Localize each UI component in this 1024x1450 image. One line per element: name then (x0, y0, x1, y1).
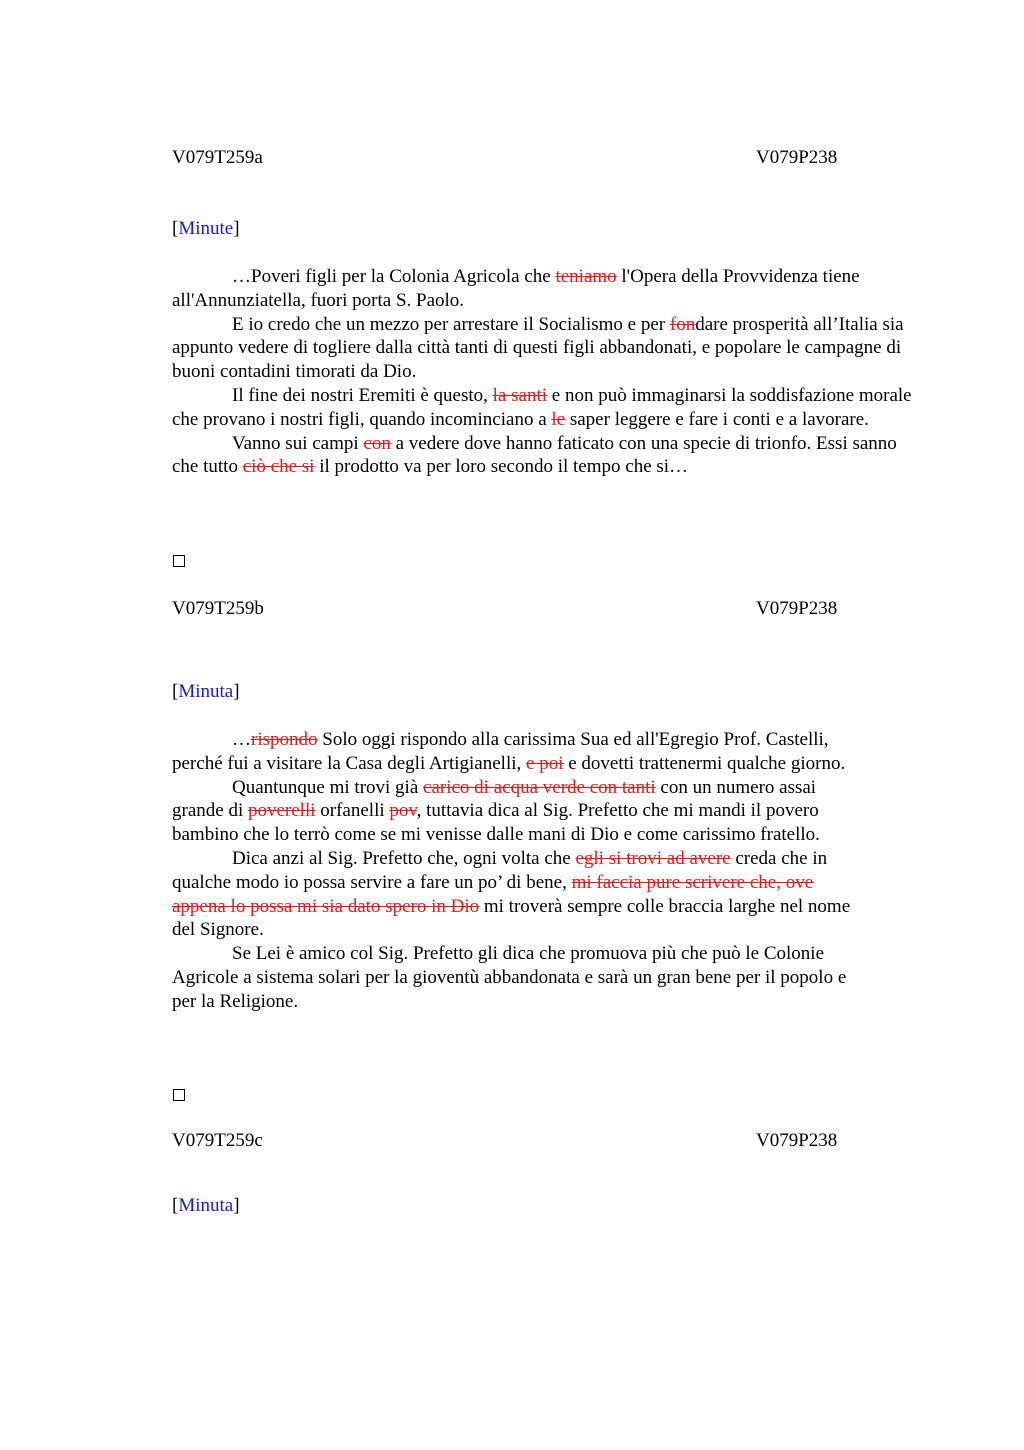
document-type: Minuta (178, 681, 234, 702)
page-reference: V079P238 (756, 1130, 838, 1151)
deleted-text: teniamo (555, 266, 617, 287)
entry-c-label (172, 1194, 920, 1218)
deleted-text: le (551, 408, 566, 430)
text-run: , tuttavia dica al Sig. Prefetto che mi mandi il povero bambino che lo terrò come se mi venisse dalle mani di Dio e come carissimo fratello. (172, 800, 820, 846)
text-run: Quantunque mi trovi già (232, 776, 424, 798)
document-id: V079T259b (172, 598, 264, 619)
text-run: e non può immaginarsi la soddisfazione morale che provano i nostri figli, quando incominciano a (172, 384, 912, 430)
entry-c (172, 1129, 920, 1153)
document-type-label: [Minute] (172, 218, 240, 239)
deleted-text: mi faccia pure scrivere che, ove appena lo possa mi sia dato spero in Dio (172, 871, 814, 917)
text-run: Vanno sui campi (232, 432, 364, 454)
entry-header (172, 1129, 920, 1153)
deleted-text: rispondo (251, 729, 318, 750)
text-run: Se Lei è amico col Sig. Prefetto gli dica che promuova più che può le Colonie Agricole a sistema solari per la gioventù abbandonata e sarà un gran bene per il popolo e per la Religione. (172, 943, 847, 1012)
deleted-text: pov (389, 800, 417, 822)
document-id: V079T259c (172, 1130, 263, 1151)
deleted-text: fon (669, 313, 696, 335)
deleted-text: ciò che si (242, 456, 315, 478)
paragraph (172, 265, 918, 313)
entry-a-body (172, 265, 918, 479)
page-reference: V079P238 (756, 598, 838, 619)
text-run: Dica anzi al Sig. Prefetto che, ogni volta che (232, 847, 576, 869)
paragraph (172, 942, 862, 1013)
text-run: dare prosperità all’Italia sia appunto vedere di togliere dalla città tanti di questi figli abbandonati, e popolare le campagne di buoni contadini timorati da Dio. (172, 313, 904, 383)
text-run: l'Opera della Provvidenza tiene all'Annunziatella, fuori porta S. Paolo. (172, 266, 860, 311)
entry-b-body (172, 728, 862, 1014)
entry-a-label (172, 217, 920, 241)
entry-a (172, 146, 920, 170)
deleted-text: poverelli (247, 800, 316, 822)
deleted-text: la santi (492, 384, 548, 406)
document-type: Minute (178, 218, 234, 239)
text-run: … (232, 729, 251, 750)
text-run: creda che in qualche modo io possa servire a fare un po’ di bene, (172, 847, 828, 893)
entry-b (172, 597, 920, 621)
paragraph (172, 776, 862, 847)
paragraph (172, 313, 918, 384)
entry-header (172, 597, 920, 621)
paragraph (172, 728, 862, 776)
document-type-label: [Minuta] (172, 681, 240, 702)
text-run: Il fine dei nostri Eremiti è questo, (232, 384, 493, 406)
paragraph (172, 384, 918, 432)
text-run: mi troverà sempre colle braccia larghe nel nome del Signore. (172, 895, 851, 941)
separator-box-icon (173, 555, 185, 567)
entry-header (172, 146, 920, 170)
text-run: a vedere dove hanno faticato con una specie di trionfo. Essi sanno che tutto (172, 432, 897, 478)
text-run: E io credo che un mezzo per arrestare il Socialismo e per (232, 313, 670, 335)
text-run: il prodotto va per loro secondo il tempo che si… (314, 456, 689, 478)
deleted-text: egli si trovi ad avere (575, 847, 731, 869)
text-run: saper leggere e fare i conti e a lavorare. (565, 408, 869, 430)
text-run: con un numero assai grande di (172, 776, 817, 822)
text-run: Solo oggi rispondo alla carissima Sua ed all'Egregio Prof. Castelli, perché fui a visitare la Casa degli Artigianelli, (172, 729, 829, 774)
entry-b-label (172, 680, 920, 704)
deleted-text: con (363, 432, 391, 454)
paragraph (172, 432, 918, 480)
deleted-text: e poi (526, 752, 564, 774)
paragraph (172, 847, 862, 942)
separator-box-icon (173, 1089, 185, 1101)
text-run: e dovetti trattenermi qualche giorno. (563, 752, 846, 774)
document-id: V079T259a (172, 147, 263, 168)
text-run: …Poveri figli per la Colonia Agricola che (232, 266, 556, 287)
text-run: orfanelli (315, 800, 390, 822)
document-type: Minuta (178, 1195, 234, 1216)
deleted-text: carico di acqua verde con tanti (423, 776, 656, 798)
document-type-label: [Minuta] (172, 1195, 240, 1216)
page-reference: V079P238 (756, 147, 838, 168)
